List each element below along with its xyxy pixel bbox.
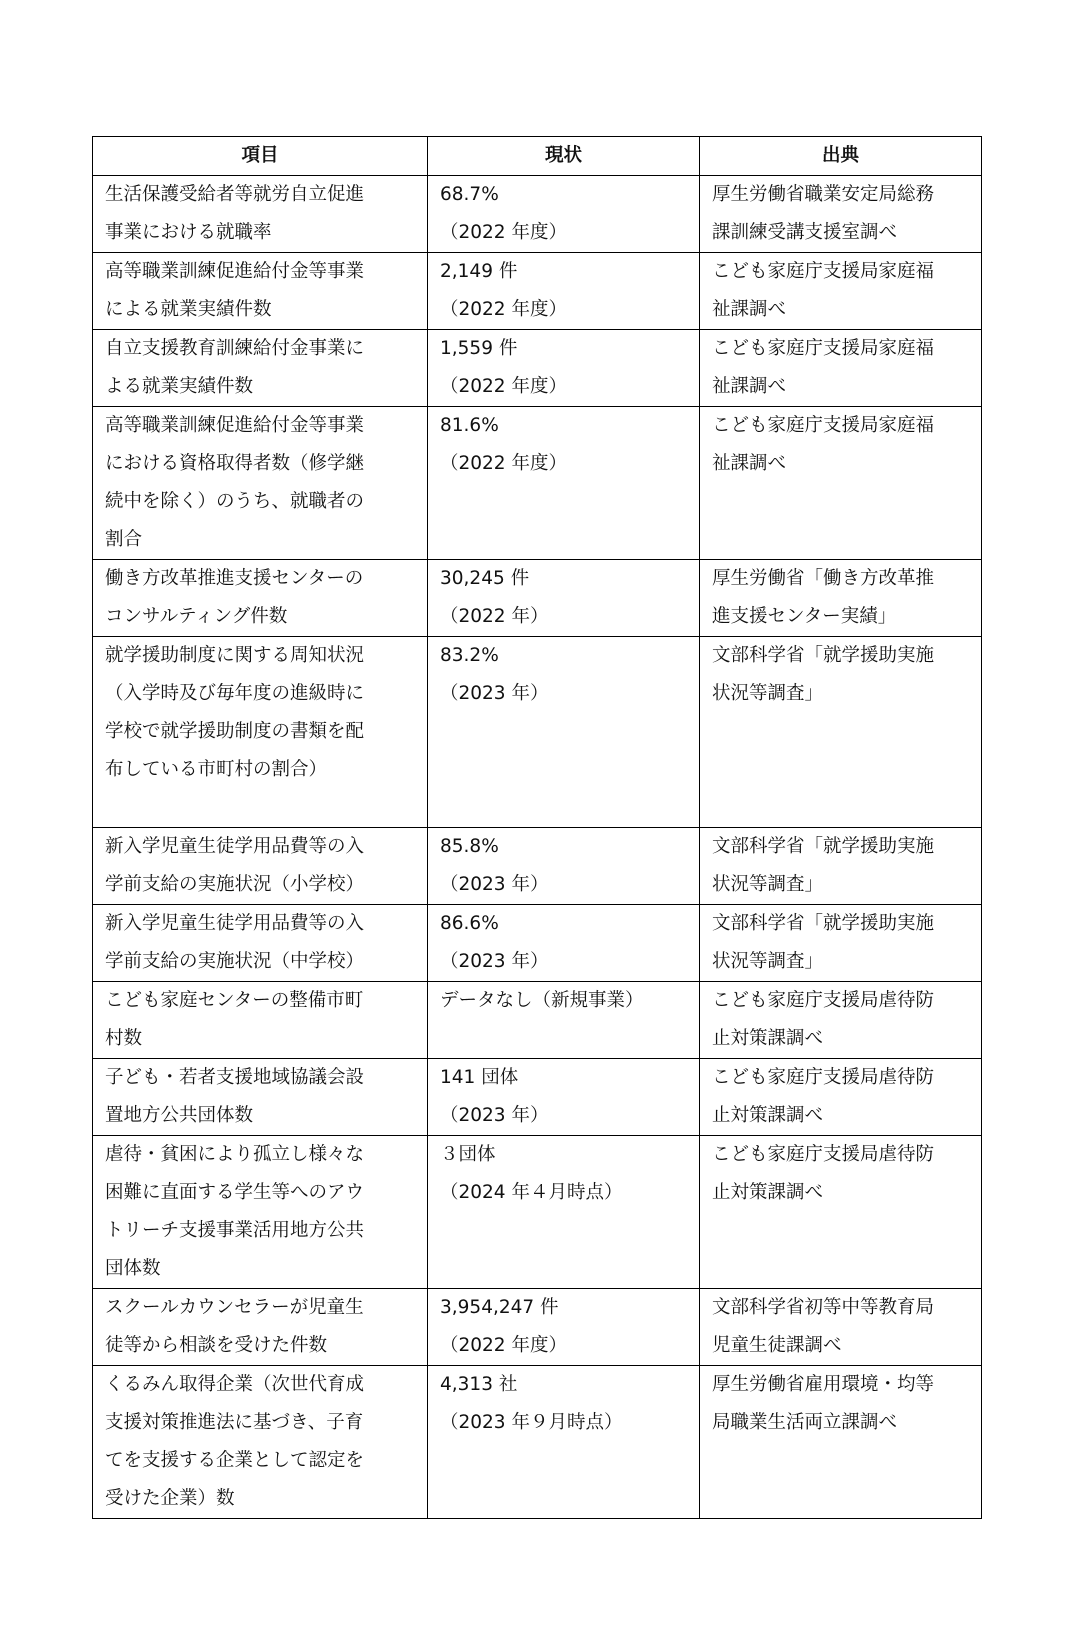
table-row <box>93 982 982 1059</box>
item-cell: くるみん取得企業（次世代育成 支援対策推進法に基づき、子育 てを支援する企業として認定を 受けた企業）数 <box>93 1366 428 1519</box>
table-row <box>93 1366 982 1519</box>
source-cell: こども家庭庁支援局虐待防 止対策課調べ <box>700 1136 982 1289</box>
status-cell: 85.8% （2023 年） <box>428 828 700 905</box>
item-cell: 虐待・貧困により孤立し様々な 困難に直面する学生等へのアウ トリーチ支援事業活用地方公共 団体数 <box>93 1136 428 1289</box>
table-row <box>93 253 982 330</box>
item-cell: 高等職業訓練促進給付金等事業 における資格取得者数（修学継 続中を除く）のうち、就職者の 割合 <box>93 407 428 560</box>
status-cell: 68.7% （2022 年度） <box>428 176 700 253</box>
source-cell: 文部科学省「就学援助実施 状況等調査」 <box>700 828 982 905</box>
source-cell: こども家庭庁支援局虐待防 止対策課調べ <box>700 982 982 1059</box>
source-cell: 文部科学省「就学援助実施 状況等調査」 <box>700 905 982 982</box>
source-cell: 厚生労働省雇用環境・均等 局職業生活両立課調べ <box>700 1366 982 1519</box>
source-cell: こども家庭庁支援局家庭福 祉課調べ <box>700 330 982 407</box>
status-cell: 83.2% （2023 年） <box>428 637 700 828</box>
source-cell: こども家庭庁支援局虐待防 止対策課調べ <box>700 1059 982 1136</box>
source-cell: 厚生労働省職業安定局総務 課訓練受講支援室調べ <box>700 176 982 253</box>
status-cell: 4,313 社 （2023 年９月時点） <box>428 1366 700 1519</box>
header-item: 項目 <box>93 137 428 176</box>
header-source: 出典 <box>700 137 982 176</box>
indicator-table <box>92 136 982 1519</box>
item-cell: 新入学児童生徒学用品費等の入 学前支給の実施状況（小学校） <box>93 828 428 905</box>
source-cell: 文部科学省初等中等教育局 児童生徒課調べ <box>700 1289 982 1366</box>
status-cell: 81.6% （2022 年度） <box>428 407 700 560</box>
table-row <box>93 1136 982 1289</box>
item-cell: こども家庭センターの整備市町 村数 <box>93 982 428 1059</box>
source-cell: こども家庭庁支援局家庭福 祉課調べ <box>700 253 982 330</box>
table-row <box>93 905 982 982</box>
status-cell: 30,245 件 （2022 年） <box>428 560 700 637</box>
item-cell: 高等職業訓練促進給付金等事業 による就業実績件数 <box>93 253 428 330</box>
item-cell: スクールカウンセラーが児童生 徒等から相談を受けた件数 <box>93 1289 428 1366</box>
item-cell: 子ども・若者支援地域協議会設 置地方公共団体数 <box>93 1059 428 1136</box>
status-cell: 141 団体 （2023 年） <box>428 1059 700 1136</box>
status-cell: データなし（新規事業） <box>428 982 700 1059</box>
source-cell: 文部科学省「就学援助実施 状況等調査」 <box>700 637 982 828</box>
table-row <box>93 1059 982 1136</box>
table-header-row <box>93 137 982 176</box>
item-cell: 就学援助制度に関する周知状況 （入学時及び毎年度の進級時に 学校で就学援助制度の書類を配 布している市町村の割合） <box>93 637 428 828</box>
item-cell: 新入学児童生徒学用品費等の入 学前支給の実施状況（中学校） <box>93 905 428 982</box>
table-row <box>93 176 982 253</box>
status-cell: 2,149 件 （2022 年度） <box>428 253 700 330</box>
table-row <box>93 560 982 637</box>
status-cell: 86.6% （2023 年） <box>428 905 700 982</box>
table-row <box>93 637 982 828</box>
table-row <box>93 828 982 905</box>
item-cell: 生活保護受給者等就労自立促進 事業における就職率 <box>93 176 428 253</box>
header-status: 現状 <box>428 137 700 176</box>
table-row <box>93 407 982 560</box>
item-cell: 自立支援教育訓練給付金事業に よる就業実績件数 <box>93 330 428 407</box>
table-row <box>93 1289 982 1366</box>
item-cell: 働き方改革推進支援センターの コンサルティング件数 <box>93 560 428 637</box>
table-row <box>93 330 982 407</box>
status-cell: ３団体 （2024 年４月時点） <box>428 1136 700 1289</box>
source-cell: 厚生労働省「働き方改革推 進支援センター実績」 <box>700 560 982 637</box>
status-cell: 1,559 件 （2022 年度） <box>428 330 700 407</box>
source-cell: こども家庭庁支援局家庭福 祉課調べ <box>700 407 982 560</box>
status-cell: 3,954,247 件 （2022 年度） <box>428 1289 700 1366</box>
